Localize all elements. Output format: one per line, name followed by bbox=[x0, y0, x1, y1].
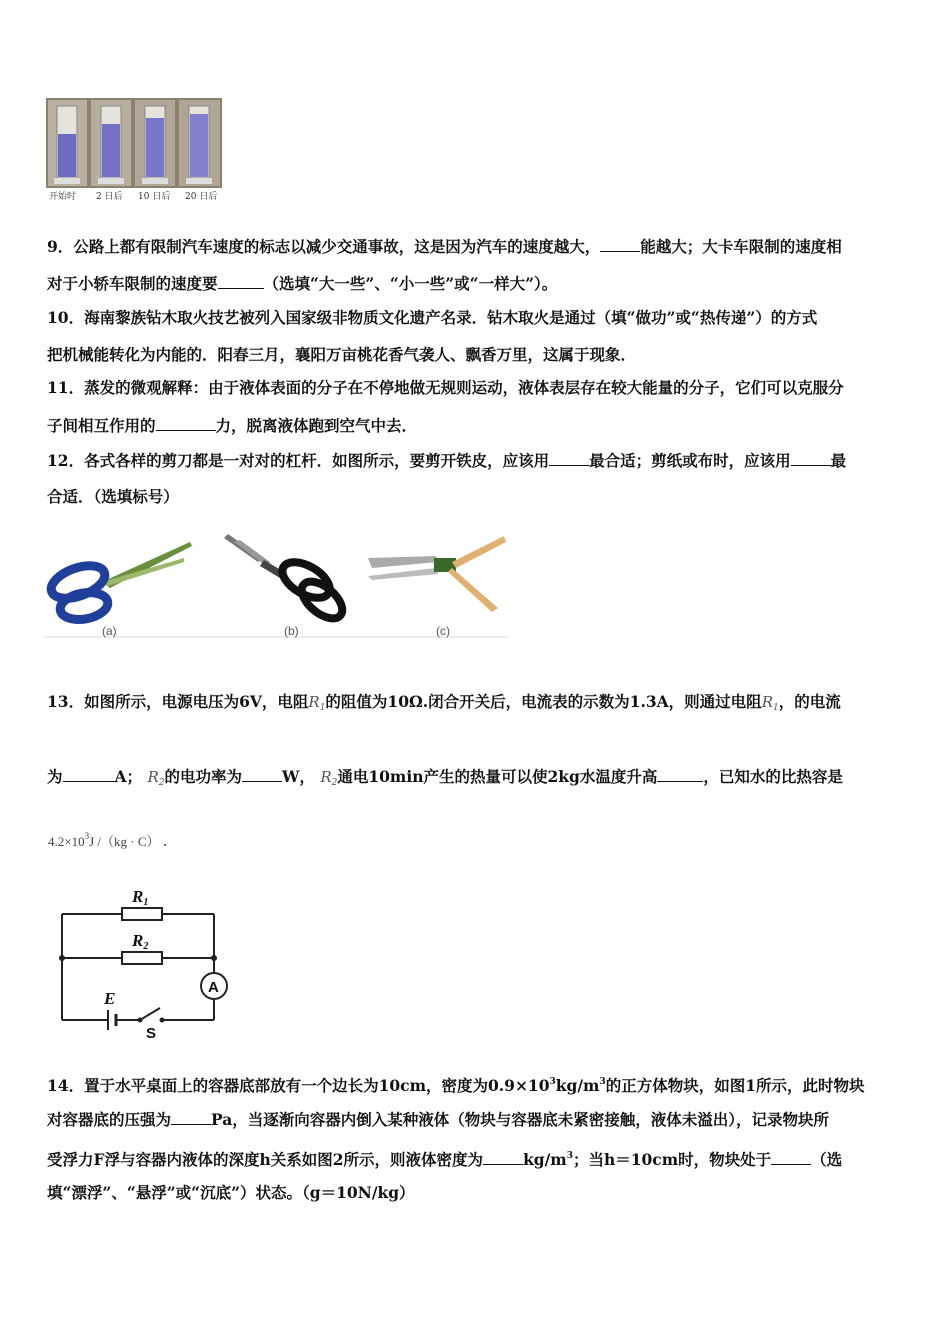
r2-symbol: $R_2$ bbox=[320, 768, 338, 788]
q14-text: 受浮力F浮与容器内液体的深度h关系如图2所示，则液体密度为 bbox=[47, 1150, 484, 1169]
q14-text: kg/m bbox=[523, 1150, 567, 1169]
q14-text: 对容器底的压强为 bbox=[47, 1110, 172, 1129]
q14-text: 14．置于水平桌面上的容器底部放有一个边长为10cm，密度为0.9×10 bbox=[47, 1076, 550, 1095]
q9-text: 9．公路上都有限制汽车速度的标志以减少交通事故，这是因为汽车的速度越大， bbox=[47, 237, 601, 256]
q14-text: kg/m bbox=[555, 1076, 600, 1095]
circuit-r2-label: R2 bbox=[132, 931, 149, 952]
q11-blank[interactable] bbox=[156, 415, 216, 431]
q9-text: （选填“大一些”、“小一些”或“一样大”）。 bbox=[263, 274, 558, 293]
q10-line1 bbox=[47, 308, 903, 328]
q9-blank-2[interactable] bbox=[218, 273, 264, 289]
q11-text: 11．蒸发的微观解释：由于液体表面的分子在不停地做无规则运动，液体表层存在较大能量的分子，它们可以克服分 bbox=[47, 378, 844, 397]
scissors-figure bbox=[44, 528, 508, 644]
q11-text: 力，脱离液体跑到空气中去． bbox=[215, 416, 418, 435]
q13-text: W， bbox=[282, 767, 315, 786]
source-label: E bbox=[104, 989, 116, 1008]
q13-text: 的阻值为10Ω.闭合开关后，电流表的示数为1.3A，则通过电阻 bbox=[325, 692, 762, 711]
scissors-c-icon bbox=[368, 536, 506, 612]
ammeter-label: A bbox=[208, 979, 219, 996]
r2-symbol: $R_2$ bbox=[147, 768, 165, 788]
q10-text: 10．海南黎族钻木取火技艺被列入国家级非物质文化遗产名录．钻木取火是通过（填“做功”或“热传递”）的方式 bbox=[47, 308, 818, 327]
q10-line2 bbox=[47, 345, 903, 365]
q14-blank-3[interactable] bbox=[771, 1149, 811, 1165]
q12-blank-2[interactable] bbox=[791, 450, 831, 466]
q9-text: 对于小轿车限制的速度要 bbox=[47, 274, 218, 293]
q9-text: 能越大；大卡车限制的速度相 bbox=[640, 237, 842, 256]
q13-line2 bbox=[47, 766, 903, 793]
q11-line2 bbox=[47, 415, 903, 436]
r1-symbol: $R_1$ bbox=[761, 693, 779, 713]
q13-text: ，的电流 bbox=[778, 692, 841, 711]
q14-blank-2[interactable] bbox=[483, 1149, 523, 1165]
q13-text: 的电功率为 bbox=[164, 767, 242, 786]
caption-c: (c) bbox=[436, 624, 450, 638]
q12-text: 最合适；剪纸或布时，应该用 bbox=[589, 451, 791, 470]
q13-blank-1[interactable] bbox=[63, 766, 115, 782]
q12-line1 bbox=[47, 450, 903, 471]
q14-text: ；当h＝10cm时，物块处于 bbox=[572, 1150, 772, 1169]
q12-text: 合适．（选填标号） bbox=[47, 487, 179, 506]
q13-text: 通电10min产生的热量可以使2kg水温度升高 bbox=[337, 767, 658, 786]
circuit-svg bbox=[56, 880, 236, 1040]
q14-line1: 14．置于水平桌面上的容器底部放有一个边长为10cm，密度为$0.9\times 10^3kg/m^3$的正方体物块，如图1所示，此时物块 bbox=[47, 1076, 865, 1095]
circuit-r1-label: R1 bbox=[132, 887, 149, 908]
q9-line2 bbox=[47, 273, 903, 294]
caption-20days: 20 日后 bbox=[185, 192, 218, 202]
q14-line4 bbox=[47, 1183, 903, 1203]
q14-line2 bbox=[47, 1109, 903, 1130]
diffusion-figure bbox=[46, 98, 222, 202]
q12-text: 12．各式各样的剪刀都是一对对的杠杆．如图所示，要剪开铁皮，应该用 bbox=[47, 451, 550, 470]
q9-line1 bbox=[47, 236, 903, 257]
specific-heat-formula: $4.2\times 10^3J$ /（kg · C） . bbox=[48, 831, 167, 849]
q12-text: 最 bbox=[830, 451, 847, 470]
circuit-diagram bbox=[56, 880, 236, 1040]
q11-text: 子间相互作用的 bbox=[47, 416, 156, 435]
q13-text: A； bbox=[114, 767, 143, 786]
caption-2days: 2 日后 bbox=[96, 192, 123, 202]
switch-label: S bbox=[146, 1025, 157, 1040]
q13-line1 bbox=[47, 692, 903, 718]
q13-text: 13．如图所示，电源电压为6V，电阻 bbox=[47, 692, 309, 711]
r1-symbol: $R_1$ bbox=[308, 693, 326, 713]
q11-line1 bbox=[47, 378, 903, 398]
q10-text: 把机械能转化为内能的．阳春三月，襄阳万亩桃花香气袭人、飘香万里，这属于现象． bbox=[47, 345, 637, 364]
scissors-b-icon bbox=[224, 534, 349, 625]
q14-text: Pa，当逐渐向容器内倒入某种液体（物块与容器底未紧密接触，液体未溢出），记录物块所 bbox=[211, 1110, 830, 1129]
q13-text: ，已知水的比热容是 bbox=[703, 767, 843, 786]
q13-blank-3[interactable] bbox=[657, 766, 703, 782]
q14-blank-1[interactable] bbox=[171, 1109, 211, 1125]
q14-text: （选 bbox=[811, 1150, 843, 1169]
q14-text: 填“漂浮”、“悬浮”或“沉底”）状态。（g＝10N/kg） bbox=[47, 1183, 415, 1202]
caption-a: (a) bbox=[102, 624, 117, 638]
q14-text: 的正方体物块，如图1所示，此时物块 bbox=[605, 1076, 865, 1095]
scissors-a-icon bbox=[47, 542, 192, 623]
q13-blank-2[interactable] bbox=[242, 766, 282, 782]
q9-blank-1[interactable] bbox=[600, 236, 640, 252]
q12-line2 bbox=[47, 487, 903, 507]
caption-10days: 10 日后 bbox=[138, 192, 171, 202]
caption-start: 开始时 bbox=[49, 192, 77, 202]
q12-blank-1[interactable] bbox=[549, 450, 589, 466]
q13-text: 为 bbox=[47, 767, 63, 786]
q14-line3: 受浮力F浮与容器内液体的深度h关系如图2所示，则液体密度为 $kg/m^3$；当h＝10cm时，物块处于 （选 bbox=[47, 1150, 843, 1169]
diffusion-cylinders-image bbox=[46, 98, 222, 202]
caption-b: (b) bbox=[284, 624, 299, 638]
